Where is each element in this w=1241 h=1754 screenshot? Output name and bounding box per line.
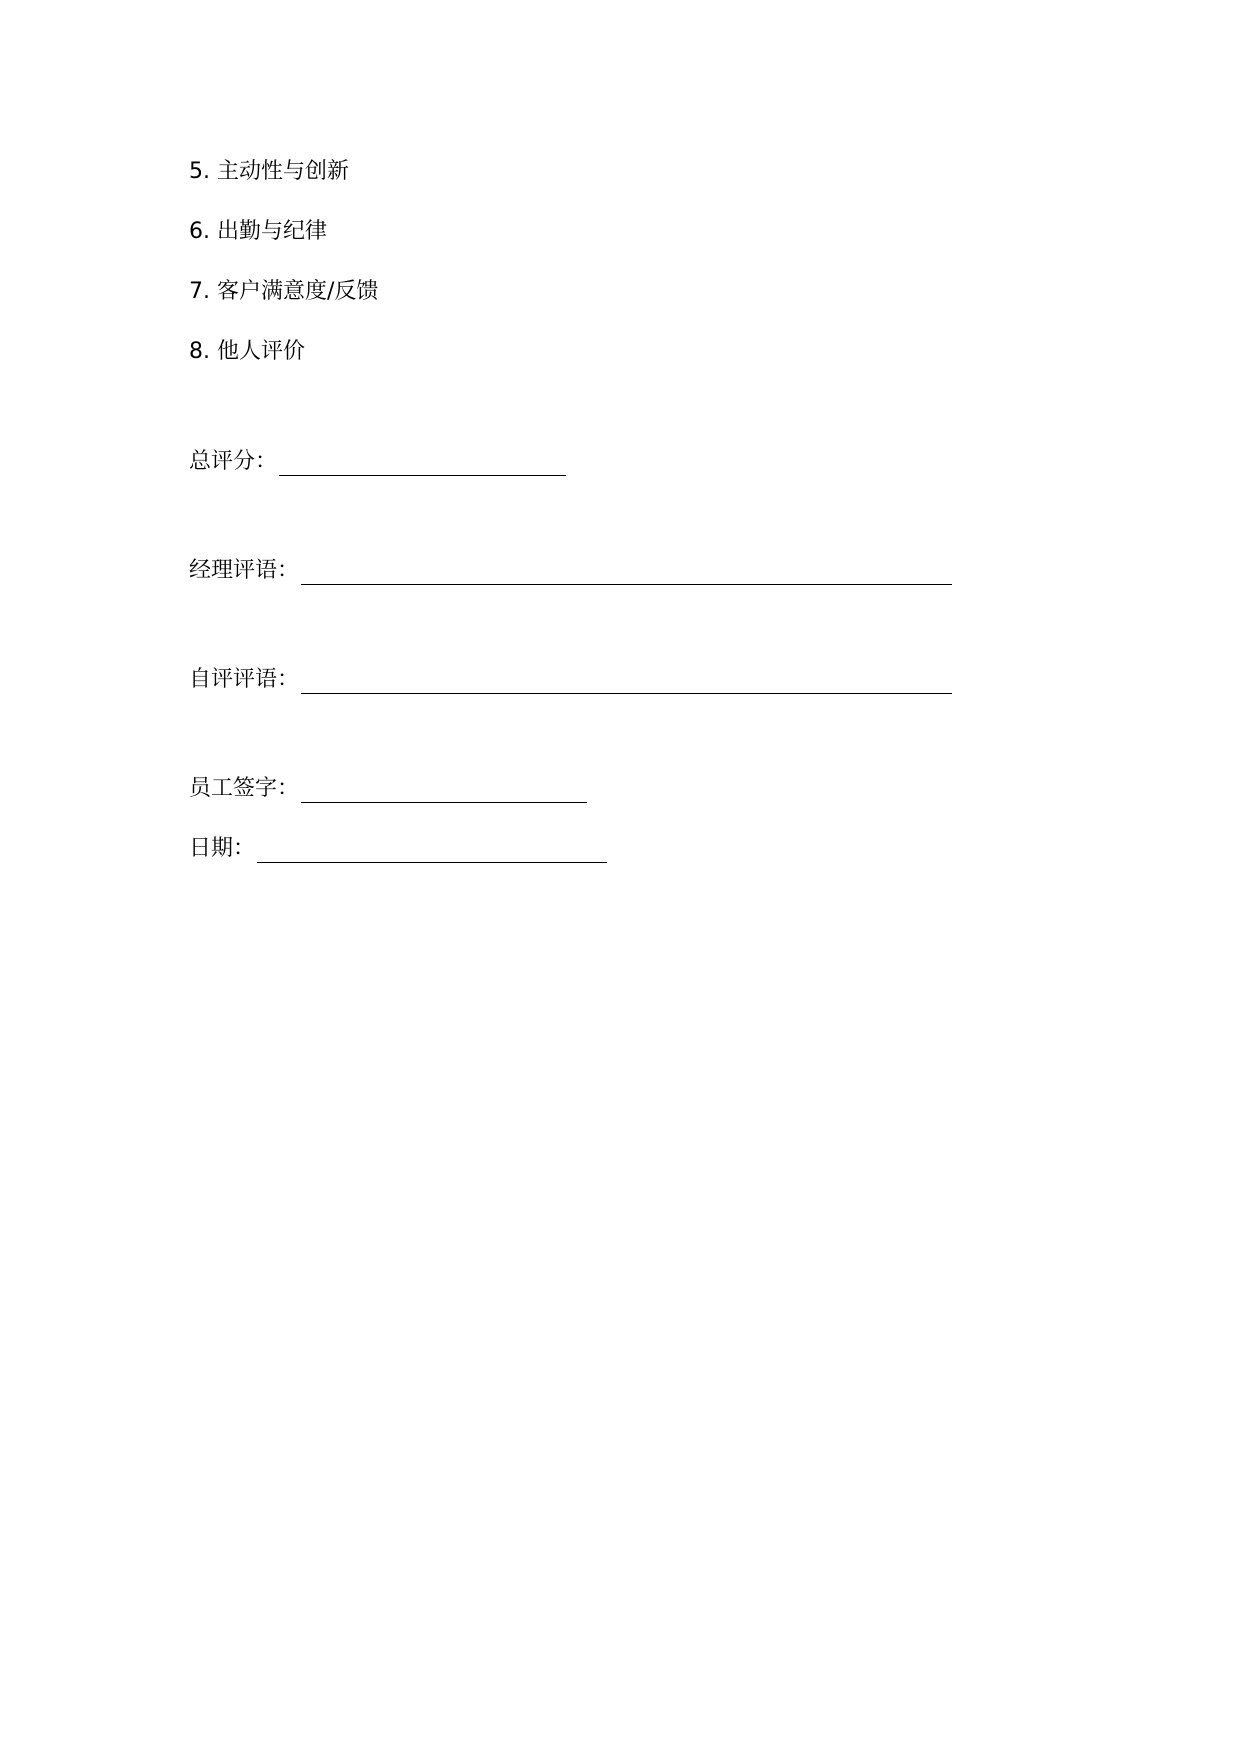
- criteria-item-6: 6. 出勤与纪律: [189, 219, 327, 244]
- manager-comment-blank[interactable]: [301, 562, 952, 585]
- employee-signature-row: [189, 775, 587, 803]
- date-row: [189, 835, 607, 863]
- total-score-blank[interactable]: [279, 453, 566, 476]
- employee-signature-blank[interactable]: [301, 780, 587, 803]
- manager-comment-label: 经理评语：: [189, 558, 300, 583]
- self-comment-row: [189, 666, 952, 694]
- self-comment-blank[interactable]: [301, 671, 952, 694]
- criteria-item-5: 5. 主动性与创新: [189, 159, 349, 184]
- criteria-item-8: 8. 他人评价: [189, 339, 305, 364]
- total-score-label: 总评分：: [189, 449, 278, 474]
- date-label: 日期：: [189, 836, 256, 861]
- employee-signature-label: 员工签字：: [189, 776, 300, 801]
- self-comment-label: 自评评语：: [189, 667, 300, 692]
- date-blank[interactable]: [257, 840, 607, 863]
- criteria-item-7: 7. 客户满意度/反馈: [189, 279, 379, 304]
- total-score-row: [189, 448, 566, 476]
- manager-comment-row: [189, 557, 952, 585]
